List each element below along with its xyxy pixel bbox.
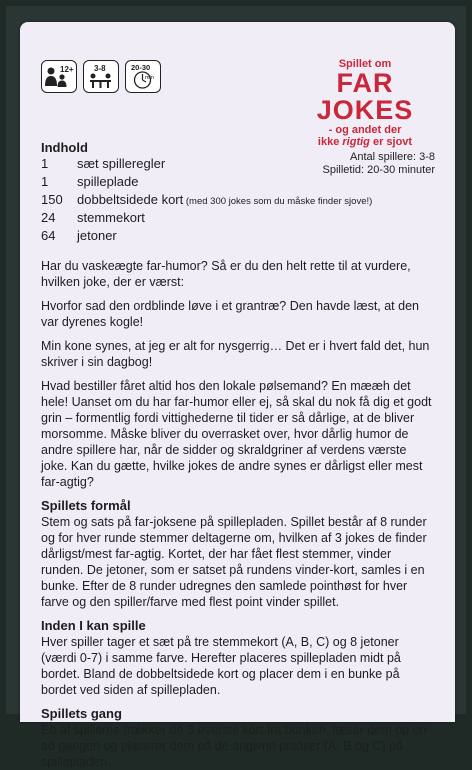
contents-row: 24 stemmekort bbox=[41, 210, 145, 225]
logo-title-line1: FAR bbox=[336, 68, 394, 98]
players-label: 3-8 bbox=[94, 64, 106, 73]
info-icons bbox=[41, 60, 161, 93]
contents-row: 64 jetoner bbox=[41, 228, 117, 243]
section-title: Spillets formål bbox=[41, 498, 131, 513]
contents-title: Indhold bbox=[41, 140, 88, 155]
players-icon bbox=[83, 60, 119, 93]
section-text: En af spillerne trækker de 3 øverste kort fra bunken, læser dem op en ad gangen og placerer dem på de angivne pladser (A, B og C) på spillepladen. bbox=[41, 723, 427, 769]
logo-sub-line2: ikke rigtig er sjovt bbox=[317, 136, 413, 148]
logo-title-line2: JOKES bbox=[316, 95, 414, 125]
rules-sheet bbox=[20, 22, 455, 769]
intro-paragraph: Hvad bestiller fåret altid hos den lokale pølsemand? En mææh det hele! Uanset om du har far-humor eller ej, så skal du nok få dig et godt grin – formentlig fordi vittighederne til tider er så dårlige, at de bliver morsomme. Måske bliver du overrasket over, hvor dårlig humor de andre spillere har, når de sidder og skraldgriner af verdens værste joke. Kan du gætte, hvilke jokes de andre synes er dårligst eller mest far-agtig? bbox=[41, 379, 432, 489]
section-objective bbox=[41, 498, 436, 610]
time-unit: min bbox=[145, 75, 154, 81]
joke-paragraph: Min kone synes, at jeg er alt for nysgerrig… Det er i hvert fald det, hun skriver i sin dagbog! bbox=[41, 339, 430, 369]
contents-row: 1 spilleplade bbox=[41, 174, 139, 189]
game-logo bbox=[295, 58, 435, 148]
section-setup bbox=[41, 618, 436, 698]
age-label: 12+ bbox=[60, 65, 74, 74]
time-label: 20-30 bbox=[131, 63, 151, 72]
play-time: Spilletid: 20-30 minuter bbox=[322, 164, 435, 176]
section-gameplay bbox=[41, 706, 436, 770]
contents-row: 1 sæt spilleregler bbox=[41, 156, 166, 171]
rules-content bbox=[41, 140, 436, 770]
section-text: Stem og sats på far-joksene på spillepladen. Spillet består af 8 runder og for hver runde stemmer deltagerne om, hvilken af 3 jokes de finder dårligst/mest far-agtig. Kortet, der har fået flest stemmer, vinder runden. De jetoner, som er satset på rundens vinder-kort, samles i en bunke. Efter de 8 runder udregnes den samlede pointhøst for hver farve og den spiller/farve med flest point vinder spillet. bbox=[41, 515, 427, 609]
section-text: Hver spiller tager et sæt på tre stemmekort (A, B, C) og 8 jetoner (værdi 0-7) i samme farve. Herefter placeres spillepladen midt på bordet. Bland de dobbeltsidede kort og placer dem i en bunke på bordet ved siden af spillepladen. bbox=[41, 635, 401, 697]
logo-sub-line1: - og andet der bbox=[328, 124, 402, 136]
time-icon bbox=[125, 60, 161, 93]
contents-list bbox=[41, 156, 372, 246]
intro-paragraph: Har du vaskeægte far-humor? Så er du den helt rette til at vurdere, hvilken joke, der er værst: bbox=[41, 259, 411, 289]
joke-paragraph: Hvorfor sad den ordblinde løve i et grantræ? Den havde læst, at den var dyrenes kogle! bbox=[41, 299, 419, 329]
logo-pre: Spillet om bbox=[338, 58, 392, 70]
contents-row: 150 dobbeltsidede kort (med 300 jokes som du måske finder sjove!) bbox=[41, 192, 373, 207]
section-title: Inden I kan spille bbox=[41, 618, 146, 633]
section-title: Spillets gang bbox=[41, 706, 122, 721]
player-count: Antal spillere: 3-8 bbox=[350, 151, 435, 163]
age-icon bbox=[41, 60, 77, 93]
